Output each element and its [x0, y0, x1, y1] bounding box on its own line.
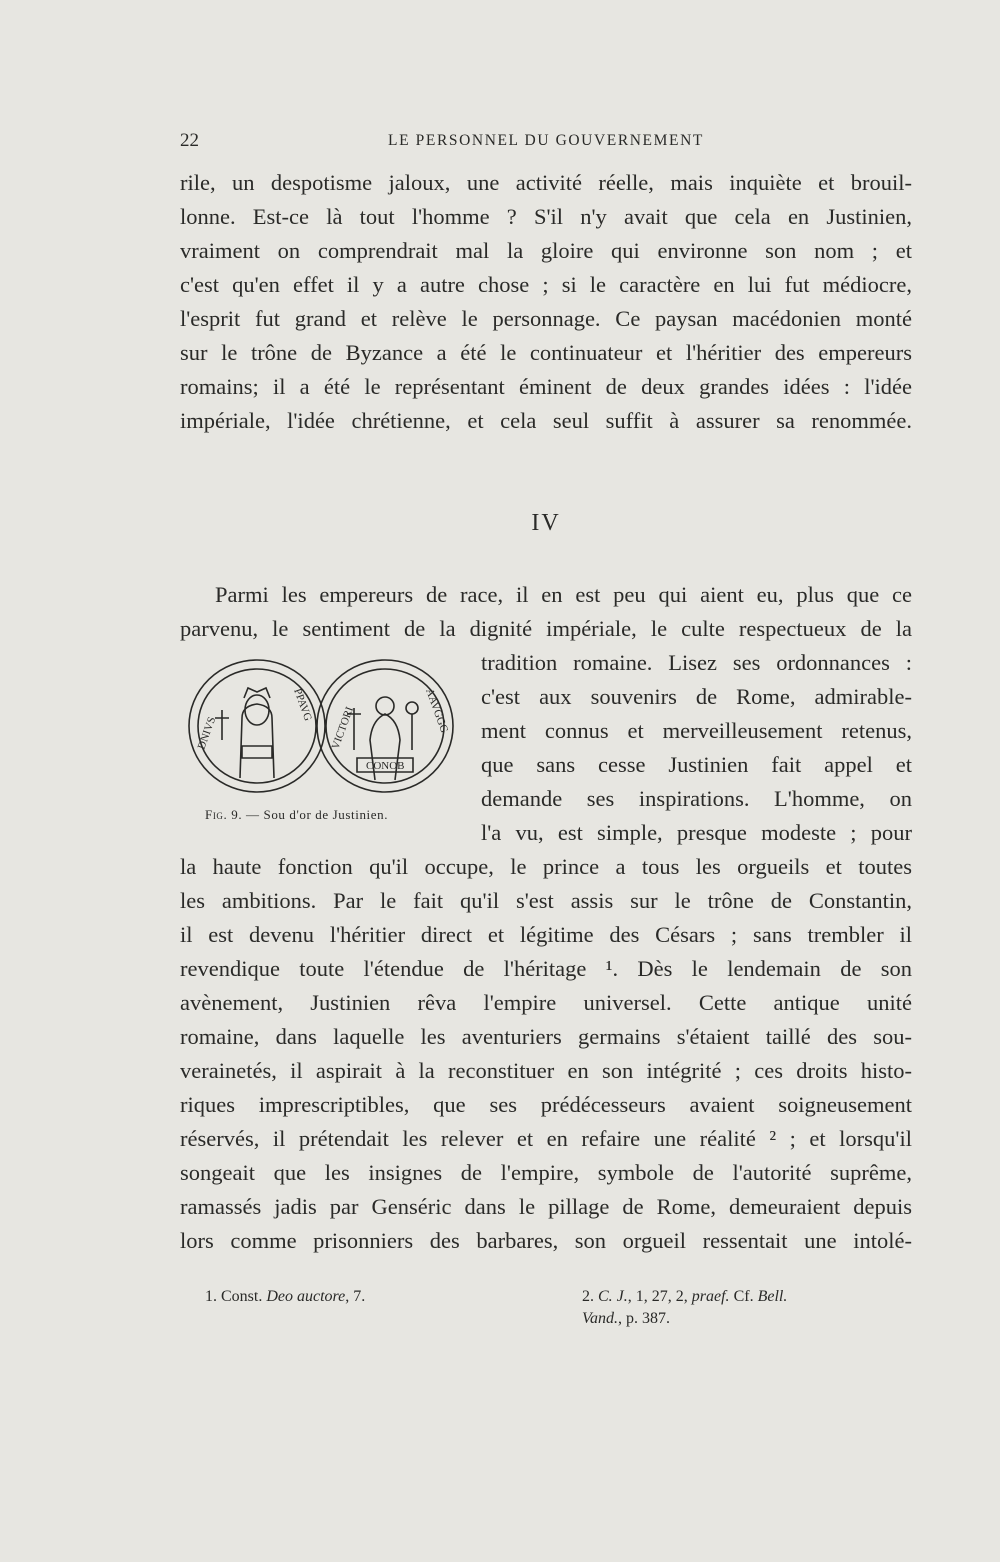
text-line: romains; il a été le représentant éminent de deux grandes idées : l'idée	[180, 374, 912, 399]
text-line: les ambitions. Par le fait qu'il s'est assis sur le trône de Constantin,	[180, 888, 912, 913]
coin-illustration	[182, 650, 462, 810]
reverse-legend-right: AAVGGG	[423, 686, 451, 735]
footnote-1	[205, 1286, 365, 1308]
footnote-2-bell: Bell.	[757, 1288, 788, 1305]
running-title: LE PERSONNEL DU GOUVERNEMENT	[388, 132, 704, 149]
emperor-head	[245, 695, 269, 725]
caption-label: Fig. 9.	[205, 807, 243, 822]
text-line: Parmi les empereurs de race, il en est peu qui aient eu, plus que ce	[215, 582, 912, 607]
obverse-globe	[242, 746, 272, 758]
text-line: tradition romaine. Lisez ses ordonnances :	[481, 650, 912, 675]
text-line: lors comme prisonniers des barbares, son orgueil ressentait une intolé-	[180, 1228, 912, 1253]
text-line: c'est qu'en effet il y a autre chose ; si le caractère en lui fut médiocre,	[180, 272, 912, 297]
obverse-legend-right: PPAVG	[291, 686, 314, 723]
text-line: impériale, l'idée chrétienne, et cela seul suffit à assurer sa renommée.	[180, 408, 912, 433]
caption-text: — Sou d'or de Justinien.	[246, 807, 389, 822]
text-line: songeait que les insignes de l'empire, symbole de l'autorité suprême,	[180, 1160, 912, 1185]
footnote-2-continued	[582, 1308, 670, 1330]
footnote-2-vand: Vand.	[582, 1310, 618, 1327]
page-header	[180, 130, 912, 154]
text-line: avènement, Justinien rêva l'empire universel. Cette antique unité	[180, 990, 912, 1015]
coin-figure	[182, 650, 462, 825]
footnote-2-praef: praef.	[691, 1288, 730, 1305]
victory-head	[376, 697, 394, 715]
footnote-2-source: C. J.	[598, 1288, 628, 1305]
figure-caption	[205, 807, 388, 823]
footnote-2-ref: , 1, 27, 2,	[627, 1288, 692, 1305]
text-line: c'est aux souvenirs de Rome, admirable-	[481, 684, 912, 709]
footnote-1-text: 1. Const.	[205, 1288, 267, 1305]
text-line: vraiment on comprendrait mal la gloire qui environne son nom ; et	[180, 238, 912, 263]
emperor-crown	[244, 688, 270, 698]
text-line: l'a vu, est simple, presque modeste ; pour	[481, 820, 912, 845]
exergue-text: CONOB	[366, 760, 405, 772]
text-line: ment connus et merveilleusement retenus,	[481, 718, 912, 743]
text-line: lonne. Est-ce là tout l'homme ? S'il n'y avait que cela en Justinien,	[180, 204, 912, 229]
text-line: la haute fonction qu'il occupe, le prince a tous les orgueils et toutes	[180, 854, 912, 879]
obverse-legend-left: DNIVS	[195, 715, 219, 752]
text-line: parvenu, le sentiment de la dignité impériale, le culte respectueux de la	[180, 616, 912, 641]
text-line: il est devenu l'héritier direct et légitime des Césars ; sans trembler il	[180, 922, 912, 947]
section-heading: IV	[531, 510, 561, 536]
reverse-legend-left: VICTORI	[329, 705, 357, 752]
text-line: l'esprit fut grand et relève le personnage. Ce paysan macédonien monté	[180, 306, 912, 331]
footnote-1-end: , 7.	[345, 1288, 366, 1305]
text-line: ramassés jadis par Genséric dans le pillage de Rome, demeuraient depuis	[180, 1194, 912, 1219]
page-number: 22	[180, 130, 199, 151]
text-line: que sans cesse Justinien fait appel et	[481, 752, 912, 777]
text-line: romaine, dans laquelle les aventuriers germains s'étaient taillé des sou-	[180, 1024, 912, 1049]
footnote-2-cf: Cf.	[729, 1288, 758, 1305]
text-line: réservés, il prétendait les relever et en refaire une réalité ² ; et lorsqu'il	[180, 1126, 912, 1151]
obverse-cross	[215, 710, 229, 740]
footnote-2-page: , p. 387.	[618, 1310, 670, 1327]
text-line: demande ses inspirations. L'homme, on	[481, 786, 912, 811]
text-line: revendique toute l'étendue de l'héritage ¹. Dès le lendemain de son	[180, 956, 912, 981]
text-line: verainetés, il aspirait à la reconstituer en son intégrité ; ces droits histo-	[180, 1058, 912, 1083]
footnote-1-title: Deo auctore	[266, 1288, 346, 1305]
footnote-2	[582, 1286, 787, 1308]
footnote-2-number: 2.	[582, 1288, 598, 1305]
text-line: rile, un despotisme jaloux, une activité réelle, mais inquiète et brouil-	[180, 170, 912, 195]
text-line: sur le trône de Byzance a été le continuateur et l'héritier des empereurs	[180, 340, 912, 365]
reverse-globe	[406, 702, 418, 714]
text-line: riques imprescriptibles, que ses prédécesseurs avaient soigneusement	[180, 1092, 912, 1117]
